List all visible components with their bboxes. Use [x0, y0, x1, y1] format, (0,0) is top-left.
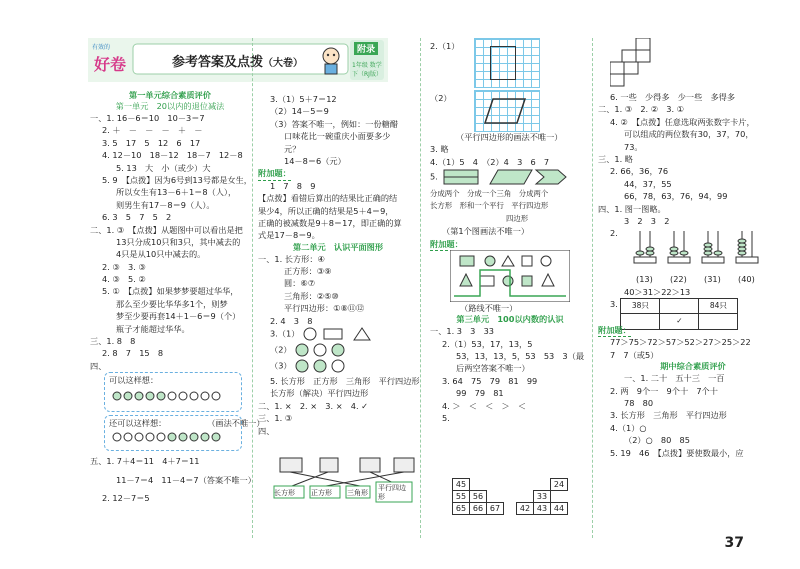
section-title-unit2: 第二单元 认识平面图形	[292, 241, 384, 252]
answer-line: 3. 长方形 三角形 平行四边形	[610, 410, 727, 421]
answer-line: 【点拨】看错后算出的结果比正确的结	[258, 193, 398, 204]
answer-line: 平行四边形：①⑧⑪⑫	[284, 303, 365, 314]
answer-line: 5. 长方形 正方形 三角形 平行四边形	[270, 376, 420, 387]
answer-line: 4只是从10只中减去的。	[116, 249, 206, 260]
edition-line1: 1年级 数学	[352, 62, 382, 69]
answer-line: 长方形（解决）平行四边形	[270, 388, 369, 399]
answer-line: 可以组成的两位数有30，37，70，	[624, 129, 754, 140]
answer-line: 5.	[442, 413, 450, 424]
answer-line: 5. 9 【点拨】因为6号到13号都是女生，	[102, 174, 252, 185]
answer-line: 一、1. 16－6＝10 10－3＝7	[90, 113, 205, 123]
column-4	[598, 91, 788, 459]
answer-line: 5. 13 大 小（或少）大	[116, 162, 211, 173]
table-cell: 45	[453, 479, 470, 491]
table-cell: 65	[453, 503, 470, 515]
abacus-value: (31)	[704, 274, 721, 285]
answer-line: 4. ＞ ＜ ＜ ＞ ＜	[442, 400, 527, 411]
counter-circle	[157, 433, 165, 441]
answer-line: （路线不唯一）	[460, 302, 518, 313]
table-cell: 66	[470, 503, 487, 515]
table-cell	[699, 314, 738, 329]
column-3	[430, 40, 590, 424]
edition-line2: 下（RJ版）	[352, 71, 382, 78]
counter-circle	[201, 433, 209, 441]
answer-line: 4.（1）5 4 （2）4 3 6 7	[430, 156, 550, 167]
answer-line: （2）○ 80 85	[624, 435, 690, 446]
shape-division-drawing	[440, 168, 570, 186]
answer-line: 四、	[258, 425, 275, 436]
answer-line: （3）	[270, 360, 292, 371]
answer-line: 梦至少要再套14＋1－6＝9（个）	[116, 311, 241, 322]
answer-line: 6. 一些 少得多 少一些 多得多	[610, 92, 736, 102]
logo-top: 有效的	[92, 44, 111, 51]
column-2	[258, 93, 418, 437]
answer-line	[430, 168, 590, 188]
answer-line: 一、1. 长方形：④	[258, 253, 325, 264]
shape-row-3	[258, 359, 418, 375]
counter-circle	[146, 433, 154, 441]
counter-circle	[113, 433, 121, 441]
answer-line: 元？	[284, 143, 301, 154]
column-divider-1	[252, 38, 253, 538]
answer-line: 2. 12－7＝5	[102, 492, 150, 503]
answer-line: 2. ③ 3. ③	[102, 261, 146, 272]
answer-line: 一、1. 3 3 33	[430, 326, 495, 337]
circles-drawing-2	[109, 429, 229, 445]
abacus-value: (13)	[636, 274, 653, 285]
counter-circle	[135, 392, 143, 400]
answer-line: 二、1. × 2. × 3. × 4. ✓	[258, 400, 369, 411]
counter-circle	[179, 392, 187, 400]
answer-line: （2）	[430, 93, 452, 104]
answer-line: 一、1. 二十 五十三 一百	[624, 373, 725, 384]
answer-line: 2.	[610, 228, 618, 239]
answer-line: 则男生有17－8＝9（人）。	[116, 199, 215, 210]
title-suffix: （大卷）	[263, 58, 304, 69]
matching-label-2: 正方形	[311, 489, 332, 497]
answer-line: 66，78，63，76，94，99	[624, 191, 728, 202]
answer-line: 三、1. ③	[258, 413, 293, 424]
table-cell: 56	[470, 491, 487, 503]
answer-line: 2. 两 9个一 9个十 7个十	[610, 385, 718, 396]
answer-line: 2. 66，36，76	[610, 166, 669, 177]
abacus-value: (40)	[738, 274, 755, 285]
answer-line: 2. ＋ － － － ＋ －	[102, 125, 203, 136]
shapes-drawing-2	[294, 343, 374, 357]
answer-line: 14－8＝6（元）	[284, 155, 346, 166]
thinking-label: 还可以这样想： （画法不唯一）	[109, 418, 265, 429]
answer-line: 3 2 3 2	[624, 215, 670, 226]
answer-line: 7 7（或5）	[610, 349, 659, 360]
answer-line: 73。	[624, 141, 643, 152]
mascot-icon	[320, 46, 342, 76]
answer-line: （平行四边形的画法不唯一）	[456, 131, 563, 142]
answer-line: 那么至少要比华华多1个，则梦	[116, 298, 228, 309]
answer-line: 4. ③ 5. ②	[102, 274, 146, 285]
answer-line: 圆：⑥⑦	[284, 278, 316, 289]
table-cell: ✓	[660, 314, 699, 329]
counter-circle	[212, 392, 220, 400]
answer-line: 3. 5 17 5 12 6 17	[102, 137, 201, 148]
answer-line: 11－7＝4 11－4＝7（答案不唯一）	[116, 474, 256, 485]
answer-line: 瓶子才能超过华华。	[116, 323, 190, 334]
shape-row-2	[258, 343, 418, 359]
answer-line: 5. 19 46 【点拨】要使数最小，应	[610, 447, 744, 458]
badge: 附录	[354, 42, 378, 55]
answer-line: 4. ② 【点拨】任意选取两张数字卡片，	[610, 116, 755, 127]
table-cell: 33	[534, 491, 551, 503]
answer-line: 4.（1）○	[610, 422, 647, 433]
section-title-midterm: 期中综合素质评价	[660, 361, 726, 372]
title-text: 参考答案及点拨	[172, 54, 264, 69]
answer-line: 正确的被减数是9＋8＝17，即正确的算	[258, 217, 402, 228]
comparison-table	[620, 298, 738, 330]
comparison-table-row	[598, 298, 788, 324]
answer-line: 2. 8 7 15 8	[102, 348, 164, 359]
header-banner	[88, 38, 388, 82]
answer-line: 44，37，55	[624, 178, 672, 189]
section-title-unit1: 第一单元综合素质评价	[129, 90, 211, 100]
table-cell: 42	[517, 503, 534, 515]
thinking-box-1	[104, 372, 242, 412]
circles-drawing	[109, 386, 229, 406]
section-subtitle-unit1: 第一单元 20以内的退位减法	[115, 101, 225, 111]
abacus-drawing	[620, 227, 760, 271]
answer-line: 2. 4 3 8	[270, 315, 313, 326]
counter-circle	[124, 433, 132, 441]
answer-line: 77＞75＞72＞57＞52＞27＞25＞22	[610, 337, 751, 348]
answer-line: （3）答案不唯一，例如：一份糖醋	[270, 118, 399, 129]
answer-line: 3.（1）5＋7＝12	[270, 94, 337, 104]
shapes-drawing-3	[294, 359, 374, 373]
answer-line: 2.（1）	[430, 41, 460, 51]
table-cell: 44	[551, 503, 568, 515]
maze-drawing	[450, 250, 570, 302]
answer-line: 四、1. 图一图略。	[598, 203, 666, 214]
bonus-heading: 附加题：	[598, 324, 631, 337]
counter-circle	[113, 392, 121, 400]
answer-line: 5.	[430, 171, 438, 182]
answer-line: 所以女生有13－6＋1＝8（人），	[116, 187, 237, 198]
answer-line: 3. 略	[430, 144, 449, 155]
table-cell: 38只	[621, 299, 660, 314]
table-cell: 55	[453, 491, 470, 503]
answer-line: 口味花比一碗重庆小面要多少	[284, 131, 391, 142]
answer-line: 1 7 8 9	[270, 180, 316, 191]
number-table-1	[452, 478, 504, 515]
table-cell: 43	[534, 503, 551, 515]
maze-figure	[430, 250, 590, 302]
answer-line: 4. 12－10 18－12 18－7 12－8	[102, 150, 243, 161]
bonus-heading: 附加题：	[430, 238, 463, 251]
counter-circle	[168, 392, 176, 400]
answer-line: 果少4，所以正确的结果是5＋4＝9，	[258, 205, 394, 216]
table-cell: 24	[551, 479, 568, 491]
answer-line: 五、1. 7＋4＝11 4＋7＝11	[90, 456, 200, 467]
counter-circle	[157, 392, 165, 400]
page-number: 37	[724, 535, 744, 551]
answer-line: 5. ① 【点拨】如果梦梦要超过华华，	[102, 286, 239, 297]
answer-line: 二、1. ③ 2. ② 3. ①	[598, 104, 685, 115]
number-boxes	[258, 180, 418, 192]
column-divider-3	[592, 38, 593, 538]
answer-line: 分成两个 分成一个三角 分成两个	[430, 188, 549, 198]
table-cell: 84只	[699, 299, 738, 314]
column-divider-2	[420, 38, 421, 538]
shapes-drawing-1	[302, 327, 382, 341]
answer-line: 99 79 81	[456, 388, 504, 399]
answer-line: 13只分成10只和3只，其中减去的	[116, 236, 241, 247]
counter-circle	[146, 392, 154, 400]
answer-line: （2）14－5＝9	[270, 106, 329, 117]
table-cell	[660, 299, 699, 314]
answer-line: 三、1. 8 8	[90, 336, 136, 347]
answer-line: 3. 64 75 79 81 99	[442, 375, 538, 386]
answer-line: 3.	[610, 299, 618, 310]
matching-label-4: 平行四边形	[378, 484, 406, 501]
shape-row-1	[258, 327, 418, 343]
answer-line: 二、1. ③ 【点拨】从题图中可以看出是把	[90, 224, 243, 235]
answer-line: （2）	[270, 344, 292, 355]
abacus-value: (22)	[670, 274, 687, 285]
answer-line: 四边形	[506, 213, 529, 223]
logo: 好卷	[94, 55, 127, 74]
answer-line: 6. 3 5 7 5 2	[102, 212, 172, 223]
counter-circle	[124, 392, 132, 400]
answer-line: 2.（1）53，17，13，5	[442, 338, 533, 349]
counter-circle	[201, 392, 209, 400]
bonus-heading: 附加题：	[258, 167, 291, 180]
answer-line: 三、1. 略	[598, 153, 633, 164]
answer-line: （第1个图画法不唯一）	[442, 226, 530, 237]
answer-line: 三角形：②⑤⑩	[284, 290, 339, 301]
answer-line: 3.（1）	[270, 328, 300, 339]
counter-circle	[190, 392, 198, 400]
answer-line: 长方形 形和一个平行 平行四边形	[430, 201, 549, 211]
answer-line: 78 80	[624, 398, 654, 409]
number-table-2	[516, 478, 568, 515]
answer-line: 四、	[90, 360, 107, 371]
counter-circle	[135, 433, 143, 441]
answer-line: 正方形：③⑨	[284, 266, 332, 277]
abacus-row	[598, 227, 788, 273]
column-1	[90, 90, 265, 504]
thinking-box-2	[104, 415, 265, 451]
answer-line: 后两空答案不唯一）	[456, 363, 530, 374]
matching-label-3: 三角形	[347, 489, 368, 497]
stacked-boxes	[610, 38, 654, 88]
matching-label-1: 长方形	[274, 489, 295, 497]
counter-circle	[212, 433, 220, 441]
table-cell: 67	[487, 503, 504, 515]
counter-circle	[179, 433, 187, 441]
answer-line: 53，13，13，5，53 53 3（最	[456, 351, 585, 362]
section-title-unit3: 第三单元 100以内数的认识	[456, 314, 564, 325]
answer-line: 40＞31＞22＞13	[624, 286, 691, 297]
page-title	[172, 51, 303, 70]
answer-line: 式是17－8＝9。	[258, 230, 320, 241]
counter-circle	[190, 433, 198, 441]
counter-circle	[168, 433, 176, 441]
thinking-label: 可以这样想：	[109, 375, 159, 386]
abacus-labels	[598, 273, 788, 285]
